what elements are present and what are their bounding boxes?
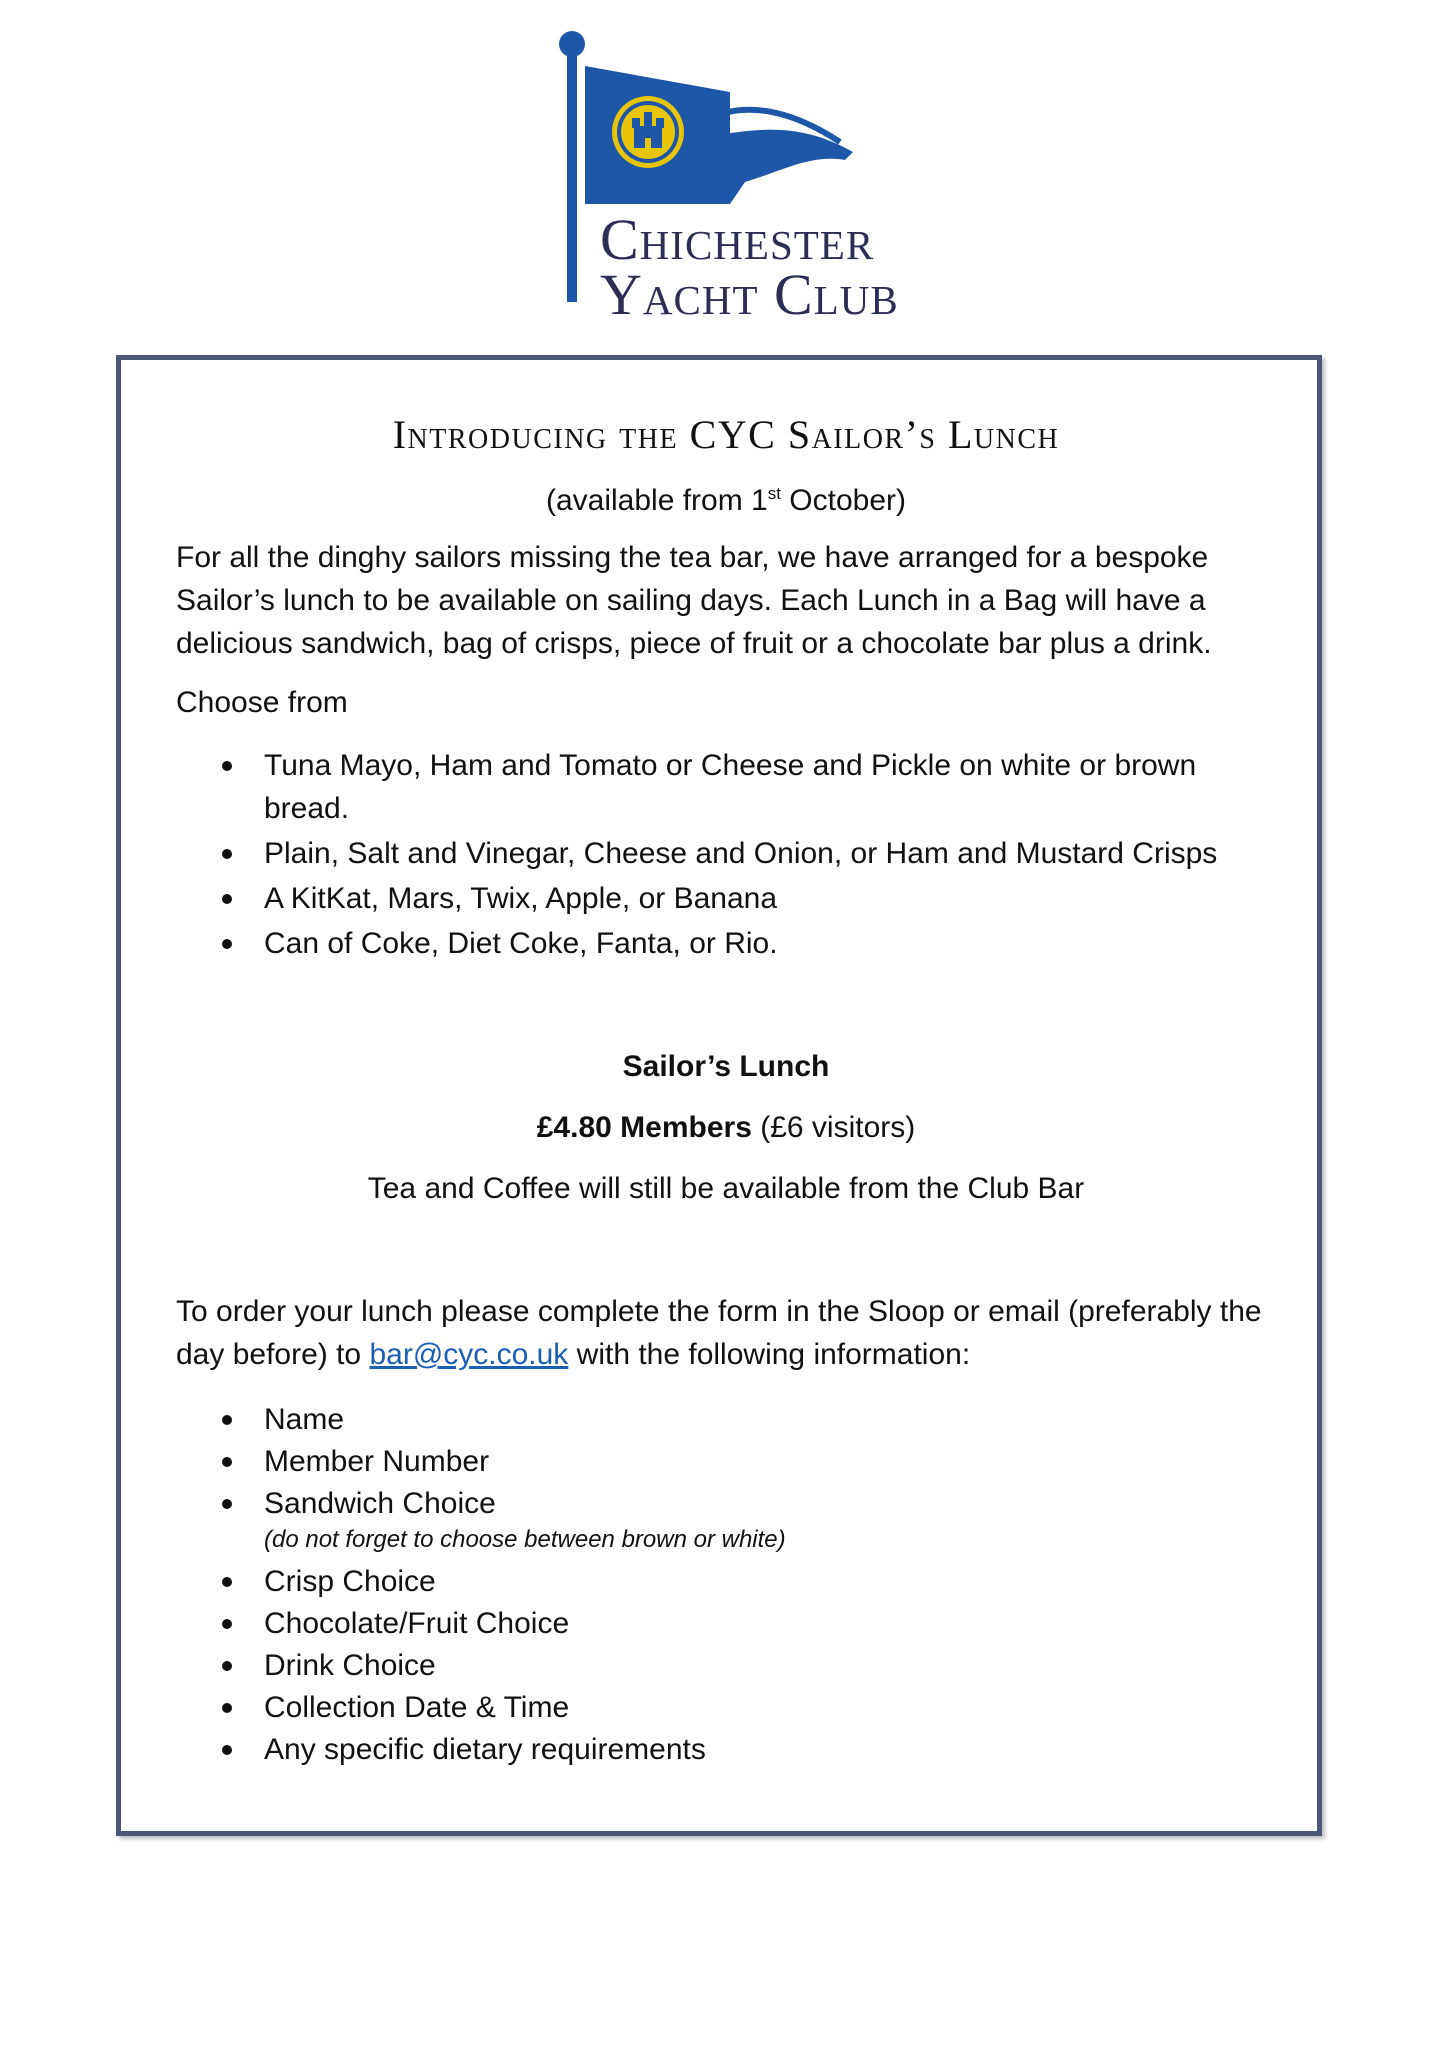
order-instructions: To order your lunch please complete the form in the Sloop or email (preferably the day before) to bar@cyc.co.uk with the following information:: [176, 1295, 1262, 1371]
list-item: Drink Choice: [176, 1644, 1276, 1687]
flyer-content: [176, 410, 1276, 1770]
tea-coffee-note: Tea and Coffee will still be available from the Club Bar: [367, 1172, 1085, 1205]
price-line: [176, 1106, 1276, 1149]
info-list: [176, 1398, 1276, 1771]
logo-name-line1: Chichester: [600, 207, 875, 272]
intro-paragraph: For all the dinghy sailors missing the tea bar, we have arranged for a bespoke Sailor’s lunch to be available on sailing days. Each Lunch in a Bag will have a delicious sandwich, bag of crisps, piece of fruit or a chocolate bar plus a drink.: [176, 541, 1212, 660]
list-item: A KitKat, Mars, Twix, Apple, or Banana: [176, 877, 1276, 920]
choices-list: [176, 744, 1276, 965]
lunch-heading: Sailor’s Lunch: [622, 1050, 830, 1083]
visitor-price: (£6 visitors): [751, 1111, 916, 1144]
logo-name-line2: Yacht Club: [600, 262, 899, 327]
availability-note: (available from 1st October): [545, 484, 907, 517]
list-item: Collection Date & Time: [176, 1686, 1276, 1729]
list-item: Name: [176, 1398, 1276, 1441]
list-item: Can of Coke, Diet Coke, Fanta, or Rio.: [176, 922, 1276, 965]
list-item: Member Number: [176, 1440, 1276, 1483]
list-item: Chocolate/Fruit Choice: [176, 1602, 1276, 1645]
page-title: Introducing the CYC Sailor’s Lunch: [392, 412, 1060, 457]
choose-label: Choose from: [176, 686, 348, 719]
list-item: Plain, Salt and Vinegar, Cheese and Onion, or Ham and Mustard Crisps: [176, 832, 1276, 875]
list-item: Sandwich Choice (do not forget to choose between brown or white): [176, 1482, 1276, 1555]
member-price: £4.80 Members: [536, 1111, 752, 1144]
club-logo: [540, 22, 920, 327]
list-item: Tuna Mayo, Ham and Tomato or Cheese and Pickle on white or brown bread.: [176, 744, 1276, 830]
list-item: Any specific dietary requirements: [176, 1728, 1276, 1771]
email-link[interactable]: bar@cyc.co.uk: [369, 1338, 569, 1371]
sandwich-note: (do not forget to choose between brown or white): [264, 1526, 786, 1553]
list-item: Crisp Choice: [176, 1560, 1276, 1603]
